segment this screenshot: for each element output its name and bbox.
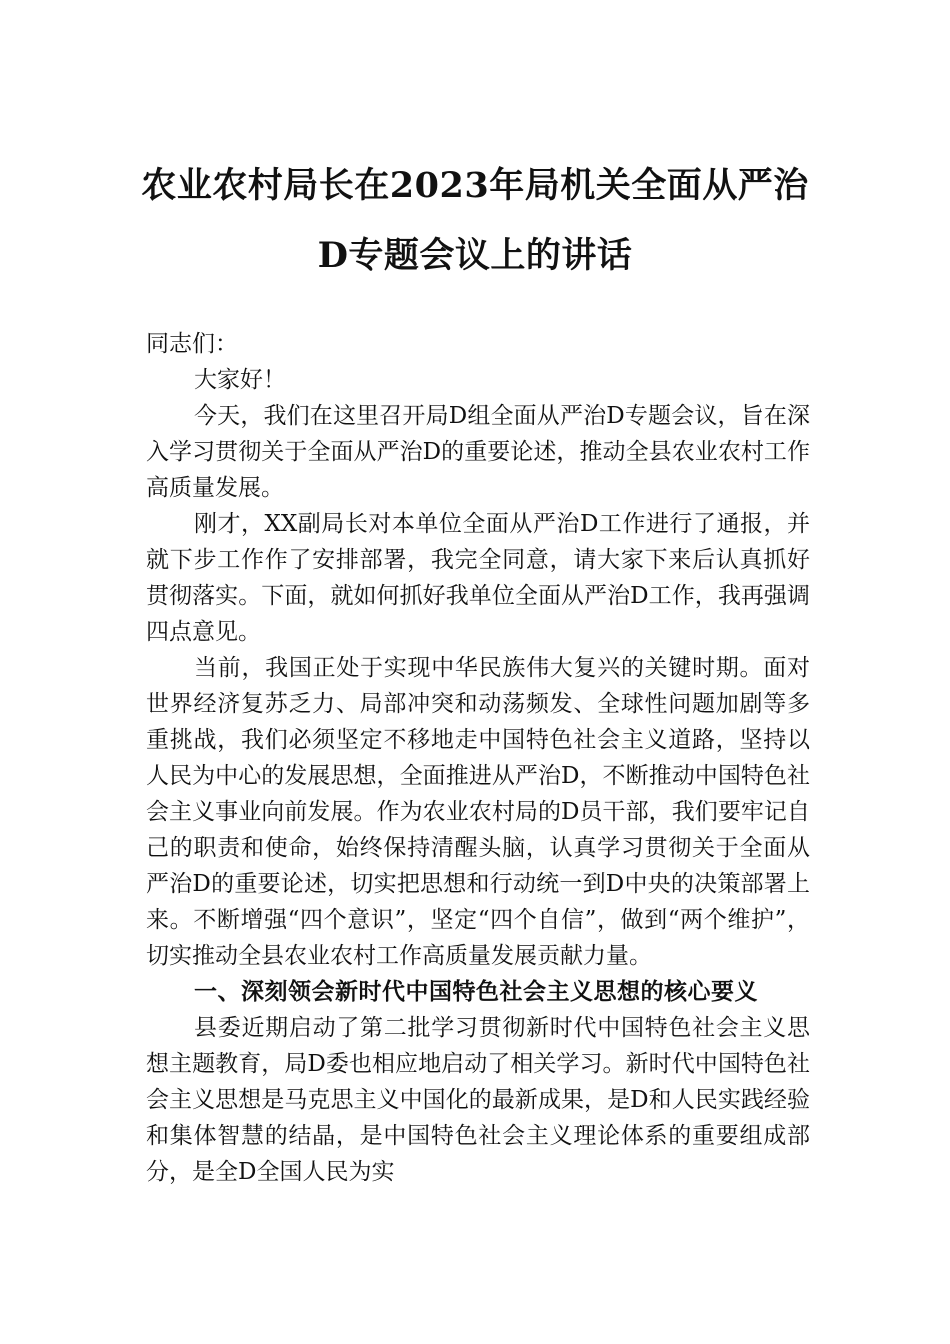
paragraph-1: 今天，我们在这里召开局D组全面从严治D专题会议，旨在深入学习贯彻关于全面从严治D的重要论述，推动全县农业农村工作高质量发展。 [146, 403, 810, 501]
document-body [146, 326, 810, 1190]
salutation: 同志们： [146, 331, 238, 357]
section-heading: 一、深刻领会新时代中国特色社会主义思想的核心要义 [194, 978, 758, 1005]
greeting: 大家好！ [194, 367, 286, 393]
paragraph-3: 当前，我国正处于实现中华民族伟大复兴的关键时期。面对世界经济复苏乏力、局部冲突和动荡频发、全球性问题加剧等多重挑战，我们必须坚定不移地走中国特色社会主义道路，坚持以人民为中心的发展思想，全面推进从严治D，不断推动中国特色社会主义事业向前发展。作为农业农村局的D员干部，我们要牢记自己的职责和使命，始终保持清醒头脑，认真学习贯彻关于全面从严治D的重要论述，切实把思想和行动统一到D中央的决策部署上来。不断增强“四个意识”，坚定“四个自信”，做到“两个维护”，切实推动全县农业农村工作高质量发展贡献力量。 [146, 655, 810, 969]
document-title-line-2: D专题会议上的讲话 [317, 235, 633, 276]
section-paragraph: 县委近期启动了第二批学习贯彻新时代中国特色社会主义思想主题教育，局D委也相应地启动了相关学习。新时代中国特色社会主义思想是马克思主义中国化的最新成果，是D和人民实践经验和集体智慧的结晶，是中国特色社会主义理论体系的重要组成部分，是全D全国人民为实 [146, 1015, 810, 1185]
paragraph-2: 刚才，XX副局长对本单位全面从严治D工作进行了通报，并就下步工作作了安排部署，我完全同意，请大家下来后认真抓好贯彻落实。下面，就如何抓好我单位全面从严治D工作，我再强调四点意见。 [146, 511, 810, 645]
document-title-line-1: 农业农村局长在2023年局机关全面从严治 [141, 165, 809, 206]
